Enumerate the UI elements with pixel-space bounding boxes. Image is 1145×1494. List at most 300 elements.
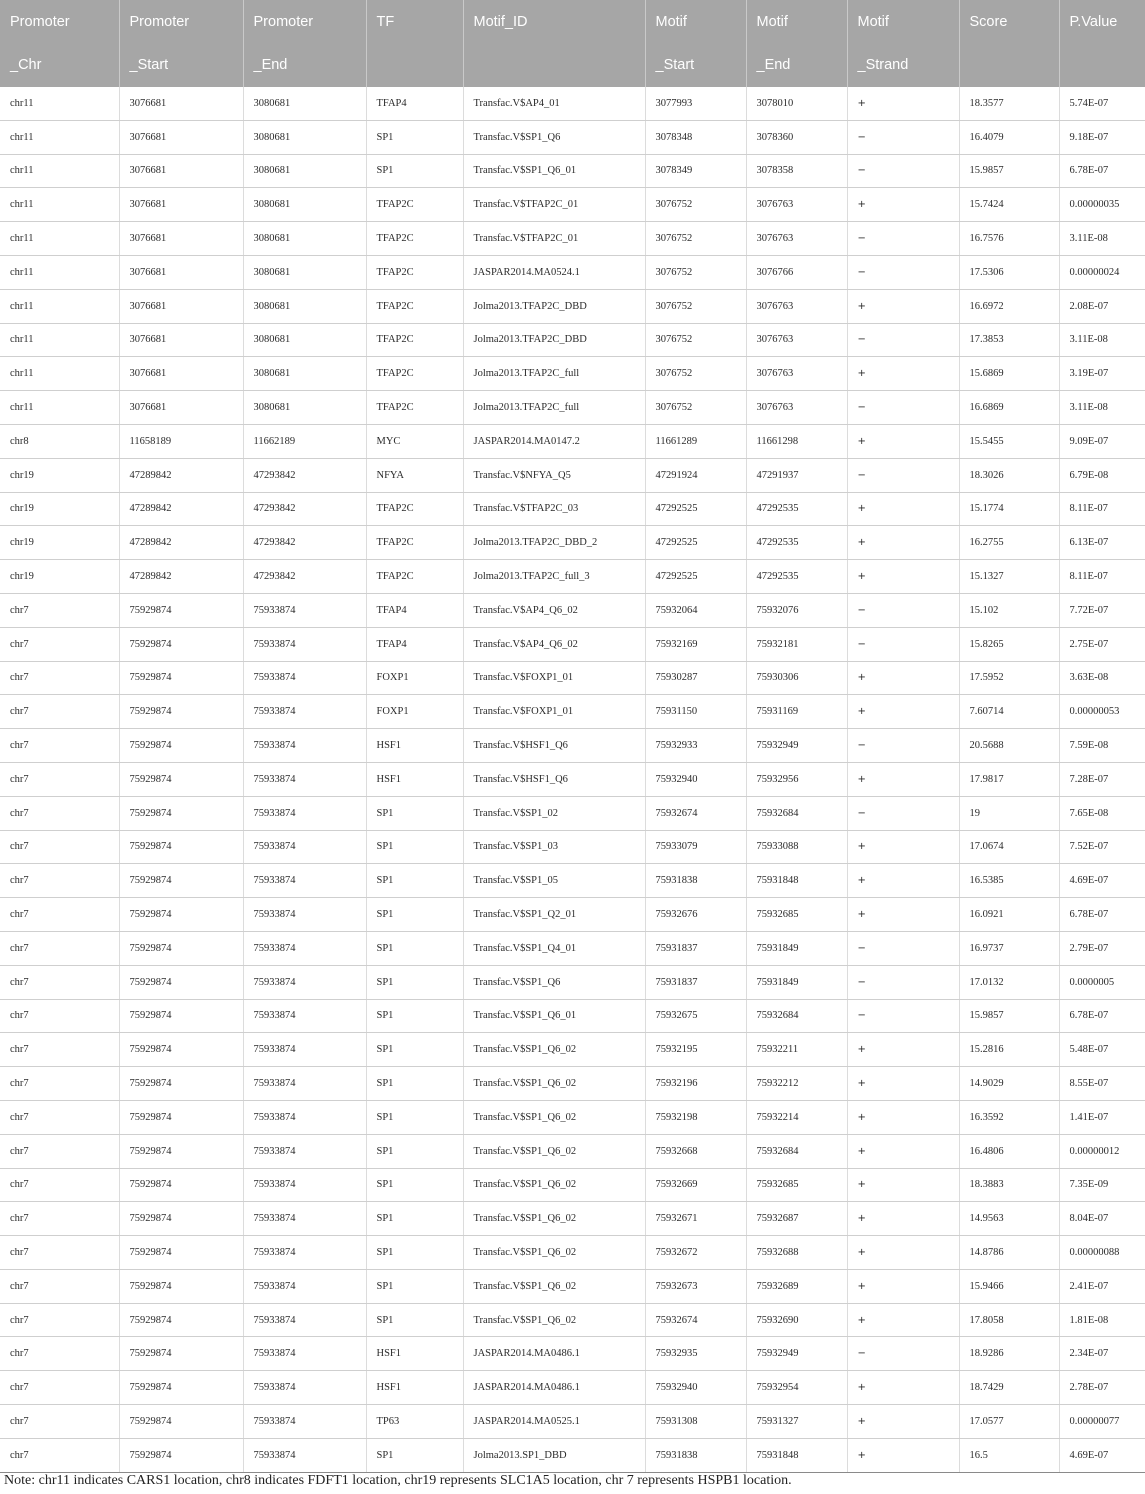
cell-tf: TFAP2C — [366, 357, 463, 391]
cell-promoter-start: 75929874 — [119, 931, 243, 965]
table-row — [0, 1303, 1145, 1337]
header-motif-id-suffix — [463, 43, 645, 87]
cell-motif-end: 75932684 — [746, 796, 847, 830]
cell-promoter-start: 75929874 — [119, 796, 243, 830]
cell-pvalue: 8.11E-07 — [1059, 492, 1145, 526]
cell-motif-start: 75932169 — [645, 627, 746, 661]
cell-motif-strand: + — [847, 1100, 959, 1134]
cell-promoter-start: 75929874 — [119, 1100, 243, 1134]
cell-promoter-start: 75929874 — [119, 661, 243, 695]
cell-motif-id: Jolma2013.TFAP2C_full_3 — [463, 560, 645, 594]
cell-motif-start: 75932198 — [645, 1100, 746, 1134]
cell-promoter-end: 75933874 — [243, 1134, 366, 1168]
table-row — [0, 627, 1145, 661]
cell-motif-strand: + — [847, 188, 959, 222]
cell-motif-id: Transfac.V$AP4_Q6_02 — [463, 627, 645, 661]
cell-tf: SP1 — [366, 1303, 463, 1337]
cell-motif-start: 3076752 — [645, 289, 746, 323]
cell-motif-id: Transfac.V$TFAP2C_01 — [463, 188, 645, 222]
table-row — [0, 323, 1145, 357]
cell-promoter-end: 75933874 — [243, 1168, 366, 1202]
cell-promoter-start: 3076681 — [119, 391, 243, 425]
cell-promoter-end: 75933874 — [243, 830, 366, 864]
cell-score: 16.6972 — [959, 289, 1059, 323]
cell-pvalue: 0.00000053 — [1059, 695, 1145, 729]
cell-motif-strand: − — [847, 391, 959, 425]
cell-tf: TFAP2C — [366, 222, 463, 256]
cell-promoter-end: 75933874 — [243, 1405, 366, 1439]
cell-motif-id: Transfac.V$SP1_Q6_02 — [463, 1067, 645, 1101]
cell-promoter-start: 75929874 — [119, 627, 243, 661]
cell-promoter-start: 75929874 — [119, 864, 243, 898]
cell-pvalue: 3.11E-08 — [1059, 323, 1145, 357]
cell-promoter-chr: chr7 — [0, 762, 119, 796]
cell-tf: TFAP2C — [366, 323, 463, 357]
cell-motif-strand: + — [847, 560, 959, 594]
cell-promoter-start: 75929874 — [119, 1303, 243, 1337]
cell-motif-id: JASPAR2014.MA0147.2 — [463, 424, 645, 458]
cell-motif-end: 47292535 — [746, 526, 847, 560]
cell-motif-end: 75932211 — [746, 1033, 847, 1067]
header-promoter-end: Promoter — [243, 0, 366, 43]
cell-motif-start: 75931837 — [645, 931, 746, 965]
cell-pvalue: 6.78E-07 — [1059, 898, 1145, 932]
cell-promoter-chr: chr7 — [0, 1269, 119, 1303]
cell-promoter-chr: chr7 — [0, 593, 119, 627]
cell-tf: SP1 — [366, 898, 463, 932]
cell-promoter-start: 75929874 — [119, 898, 243, 932]
cell-motif-start: 75932668 — [645, 1134, 746, 1168]
cell-motif-id: Transfac.V$SP1_Q6 — [463, 120, 645, 154]
table-row — [0, 931, 1145, 965]
cell-motif-end: 47291937 — [746, 458, 847, 492]
cell-promoter-start: 47289842 — [119, 526, 243, 560]
cell-motif-start: 75932064 — [645, 593, 746, 627]
cell-pvalue: 0.00000088 — [1059, 1236, 1145, 1270]
cell-pvalue: 3.11E-08 — [1059, 222, 1145, 256]
cell-motif-start: 47291924 — [645, 458, 746, 492]
cell-promoter-end: 75933874 — [243, 1371, 366, 1405]
cell-pvalue: 7.65E-08 — [1059, 796, 1145, 830]
cell-motif-strand: + — [847, 87, 959, 120]
cell-promoter-chr: chr19 — [0, 458, 119, 492]
cell-motif-end: 75932685 — [746, 898, 847, 932]
header-pvalue-suffix — [1059, 43, 1145, 87]
cell-promoter-end: 3080681 — [243, 391, 366, 425]
table-row — [0, 222, 1145, 256]
cell-pvalue: 6.13E-07 — [1059, 526, 1145, 560]
cell-tf: SP1 — [366, 1033, 463, 1067]
cell-motif-strand: + — [847, 1371, 959, 1405]
cell-promoter-end: 75933874 — [243, 1269, 366, 1303]
table-row — [0, 1202, 1145, 1236]
cell-motif-strand: + — [847, 830, 959, 864]
cell-score: 16.4806 — [959, 1134, 1059, 1168]
cell-motif-id: JASPAR2014.MA0525.1 — [463, 1405, 645, 1439]
cell-pvalue: 7.72E-07 — [1059, 593, 1145, 627]
cell-promoter-end: 75933874 — [243, 864, 366, 898]
cell-promoter-chr: chr7 — [0, 1371, 119, 1405]
table-row — [0, 1337, 1145, 1371]
table-row — [0, 1067, 1145, 1101]
cell-pvalue: 2.79E-07 — [1059, 931, 1145, 965]
cell-promoter-end: 75933874 — [243, 661, 366, 695]
cell-pvalue: 0.00000024 — [1059, 255, 1145, 289]
cell-promoter-end: 75933874 — [243, 1303, 366, 1337]
cell-motif-end: 47292535 — [746, 560, 847, 594]
cell-promoter-start: 3076681 — [119, 357, 243, 391]
cell-motif-strand: + — [847, 1168, 959, 1202]
cell-motif-strand: + — [847, 289, 959, 323]
cell-motif-id: Jolma2013.TFAP2C_full — [463, 357, 645, 391]
cell-score: 15.9466 — [959, 1269, 1059, 1303]
cell-motif-strand: + — [847, 695, 959, 729]
cell-promoter-start: 75929874 — [119, 1236, 243, 1270]
cell-pvalue: 3.63E-08 — [1059, 661, 1145, 695]
cell-promoter-chr: chr8 — [0, 424, 119, 458]
cell-promoter-end: 75933874 — [243, 1202, 366, 1236]
cell-promoter-end: 75933874 — [243, 796, 366, 830]
cell-pvalue: 5.48E-07 — [1059, 1033, 1145, 1067]
cell-tf: TFAP2C — [366, 255, 463, 289]
cell-motif-start: 47292525 — [645, 492, 746, 526]
cell-motif-id: JASPAR2014.MA0486.1 — [463, 1337, 645, 1371]
cell-pvalue: 8.04E-07 — [1059, 1202, 1145, 1236]
cell-motif-strand: − — [847, 255, 959, 289]
header-row-top — [0, 0, 1145, 43]
cell-pvalue: 0.00000035 — [1059, 188, 1145, 222]
cell-motif-id: Jolma2013.TFAP2C_DBD_2 — [463, 526, 645, 560]
cell-motif-start: 75932195 — [645, 1033, 746, 1067]
cell-promoter-start: 75929874 — [119, 1033, 243, 1067]
cell-promoter-start: 75929874 — [119, 965, 243, 999]
cell-motif-strand: − — [847, 154, 959, 188]
header-motif-start-suffix: _Start — [645, 43, 746, 87]
cell-pvalue: 1.81E-08 — [1059, 1303, 1145, 1337]
cell-promoter-start: 75929874 — [119, 593, 243, 627]
cell-motif-strand: + — [847, 1236, 959, 1270]
table-row — [0, 1405, 1145, 1439]
cell-motif-end: 3078360 — [746, 120, 847, 154]
cell-motif-start: 75932672 — [645, 1236, 746, 1270]
cell-motif-id: Transfac.V$SP1_Q6 — [463, 965, 645, 999]
cell-promoter-start: 75929874 — [119, 830, 243, 864]
cell-motif-start: 75931308 — [645, 1405, 746, 1439]
table-row — [0, 255, 1145, 289]
cell-promoter-chr: chr7 — [0, 931, 119, 965]
cell-promoter-end: 75933874 — [243, 627, 366, 661]
cell-promoter-start: 75929874 — [119, 1269, 243, 1303]
cell-score: 16.6869 — [959, 391, 1059, 425]
cell-promoter-end: 3080681 — [243, 357, 366, 391]
cell-promoter-start: 3076681 — [119, 154, 243, 188]
cell-motif-id: Transfac.V$SP1_05 — [463, 864, 645, 898]
cell-score: 18.3883 — [959, 1168, 1059, 1202]
cell-motif-end: 75932684 — [746, 999, 847, 1033]
cell-motif-end: 75932212 — [746, 1067, 847, 1101]
cell-motif-start: 75932935 — [645, 1337, 746, 1371]
cell-promoter-end: 3080681 — [243, 87, 366, 120]
cell-promoter-start: 3076681 — [119, 289, 243, 323]
cell-pvalue: 3.11E-08 — [1059, 391, 1145, 425]
header-motif-start: Motif — [645, 0, 746, 43]
cell-tf: TFAP4 — [366, 87, 463, 120]
cell-promoter-end: 75933874 — [243, 762, 366, 796]
cell-motif-start: 75932671 — [645, 1202, 746, 1236]
table-row — [0, 864, 1145, 898]
cell-promoter-end: 75933874 — [243, 1438, 366, 1472]
cell-score: 17.0577 — [959, 1405, 1059, 1439]
cell-motif-id: Transfac.V$TFAP2C_01 — [463, 222, 645, 256]
cell-score: 18.3577 — [959, 87, 1059, 120]
cell-tf: SP1 — [366, 999, 463, 1033]
cell-tf: SP1 — [366, 1168, 463, 1202]
cell-motif-strand: + — [847, 526, 959, 560]
table-row — [0, 830, 1145, 864]
cell-promoter-end: 75933874 — [243, 999, 366, 1033]
cell-score: 20.5688 — [959, 729, 1059, 763]
table-row — [0, 560, 1145, 594]
cell-score: 16.3592 — [959, 1100, 1059, 1134]
cell-motif-end: 3076763 — [746, 289, 847, 323]
cell-score: 7.60714 — [959, 695, 1059, 729]
cell-motif-start: 75930287 — [645, 661, 746, 695]
cell-promoter-end: 47293842 — [243, 458, 366, 492]
cell-promoter-end: 75933874 — [243, 1337, 366, 1371]
cell-motif-start: 75931837 — [645, 965, 746, 999]
cell-motif-end: 75932954 — [746, 1371, 847, 1405]
cell-promoter-end: 47293842 — [243, 492, 366, 526]
cell-score: 15.2816 — [959, 1033, 1059, 1067]
cell-motif-start: 3076752 — [645, 323, 746, 357]
cell-pvalue: 8.11E-07 — [1059, 560, 1145, 594]
cell-motif-strand: + — [847, 864, 959, 898]
header-motif-id: Motif_ID — [463, 0, 645, 43]
cell-promoter-chr: chr7 — [0, 864, 119, 898]
cell-tf: SP1 — [366, 1134, 463, 1168]
cell-motif-strand: + — [847, 424, 959, 458]
cell-tf: SP1 — [366, 931, 463, 965]
cell-pvalue: 7.28E-07 — [1059, 762, 1145, 796]
table-row — [0, 1438, 1145, 1472]
cell-promoter-start: 75929874 — [119, 1134, 243, 1168]
cell-motif-end: 75931327 — [746, 1405, 847, 1439]
cell-motif-end: 75932214 — [746, 1100, 847, 1134]
cell-promoter-chr: chr7 — [0, 965, 119, 999]
cell-motif-end: 75931849 — [746, 931, 847, 965]
cell-motif-id: Transfac.V$SP1_Q2_01 — [463, 898, 645, 932]
table-row — [0, 796, 1145, 830]
cell-pvalue: 2.75E-07 — [1059, 627, 1145, 661]
table-row — [0, 762, 1145, 796]
cell-motif-id: Transfac.V$SP1_02 — [463, 796, 645, 830]
cell-motif-end: 75931848 — [746, 864, 847, 898]
cell-promoter-end: 3080681 — [243, 255, 366, 289]
cell-motif-end: 3076766 — [746, 255, 847, 289]
cell-motif-strand: − — [847, 1337, 959, 1371]
cell-motif-end: 3076763 — [746, 357, 847, 391]
cell-motif-start: 75932675 — [645, 999, 746, 1033]
cell-pvalue: 4.69E-07 — [1059, 1438, 1145, 1472]
cell-motif-strand: + — [847, 762, 959, 796]
table-row — [0, 695, 1145, 729]
cell-promoter-chr: chr7 — [0, 796, 119, 830]
cell-motif-id: Transfac.V$SP1_Q6_02 — [463, 1202, 645, 1236]
cell-score: 16.0921 — [959, 898, 1059, 932]
cell-motif-strand: + — [847, 1438, 959, 1472]
cell-motif-end: 11661298 — [746, 424, 847, 458]
header-motif-strand-suffix: _Strand — [847, 43, 959, 87]
cell-promoter-chr: chr19 — [0, 526, 119, 560]
cell-motif-strand: − — [847, 627, 959, 661]
cell-promoter-chr: chr7 — [0, 1168, 119, 1202]
cell-promoter-chr: chr7 — [0, 695, 119, 729]
cell-motif-end: 3076763 — [746, 222, 847, 256]
cell-motif-id: Transfac.V$SP1_Q6_01 — [463, 154, 645, 188]
cell-pvalue: 6.78E-07 — [1059, 999, 1145, 1033]
table-row — [0, 492, 1145, 526]
cell-score: 17.9817 — [959, 762, 1059, 796]
cell-score: 18.9286 — [959, 1337, 1059, 1371]
cell-motif-start: 75932673 — [645, 1269, 746, 1303]
cell-promoter-end: 75933874 — [243, 695, 366, 729]
cell-motif-end: 75932949 — [746, 1337, 847, 1371]
cell-motif-end: 3076763 — [746, 323, 847, 357]
cell-score: 16.7576 — [959, 222, 1059, 256]
cell-promoter-chr: chr11 — [0, 255, 119, 289]
cell-motif-id: JASPAR2014.MA0524.1 — [463, 255, 645, 289]
cell-tf: FOXP1 — [366, 661, 463, 695]
cell-promoter-chr: chr11 — [0, 357, 119, 391]
cell-promoter-start: 75929874 — [119, 1067, 243, 1101]
cell-score: 16.9737 — [959, 931, 1059, 965]
header-motif-end-suffix: _End — [746, 43, 847, 87]
cell-motif-id: Transfac.V$SP1_Q6_01 — [463, 999, 645, 1033]
cell-promoter-end: 75933874 — [243, 1033, 366, 1067]
header-motif-end: Motif — [746, 0, 847, 43]
table-row — [0, 593, 1145, 627]
cell-motif-strand: − — [847, 323, 959, 357]
cell-tf: SP1 — [366, 1269, 463, 1303]
cell-motif-id: Transfac.V$SP1_Q6_02 — [463, 1033, 645, 1067]
cell-promoter-start: 3076681 — [119, 222, 243, 256]
cell-tf: TFAP2C — [366, 188, 463, 222]
cell-promoter-end: 11662189 — [243, 424, 366, 458]
cell-motif-start: 75933079 — [645, 830, 746, 864]
cell-promoter-end: 47293842 — [243, 526, 366, 560]
cell-promoter-chr: chr11 — [0, 188, 119, 222]
cell-motif-id: Transfac.V$AP4_01 — [463, 87, 645, 120]
cell-promoter-start: 3076681 — [119, 87, 243, 120]
cell-promoter-chr: chr11 — [0, 120, 119, 154]
cell-pvalue: 3.19E-07 — [1059, 357, 1145, 391]
cell-motif-strand: − — [847, 931, 959, 965]
cell-promoter-end: 75933874 — [243, 1236, 366, 1270]
cell-promoter-chr: chr7 — [0, 1134, 119, 1168]
cell-motif-id: Transfac.V$FOXP1_01 — [463, 661, 645, 695]
cell-motif-start: 75932940 — [645, 762, 746, 796]
cell-motif-start: 75932940 — [645, 1371, 746, 1405]
cell-promoter-end: 75933874 — [243, 729, 366, 763]
cell-motif-start: 47292525 — [645, 560, 746, 594]
cell-promoter-chr: chr7 — [0, 1202, 119, 1236]
header-promoter-start: Promoter — [119, 0, 243, 43]
cell-pvalue: 2.34E-07 — [1059, 1337, 1145, 1371]
cell-promoter-start: 75929874 — [119, 1337, 243, 1371]
cell-motif-id: Transfac.V$HSF1_Q6 — [463, 729, 645, 763]
cell-promoter-chr: chr7 — [0, 1236, 119, 1270]
cell-score: 17.5952 — [959, 661, 1059, 695]
cell-score: 17.5306 — [959, 255, 1059, 289]
cell-score: 15.9857 — [959, 154, 1059, 188]
cell-motif-end: 3076763 — [746, 188, 847, 222]
cell-score: 15.1327 — [959, 560, 1059, 594]
cell-promoter-chr: chr11 — [0, 154, 119, 188]
cell-motif-strand: + — [847, 661, 959, 695]
cell-motif-id: Jolma2013.TFAP2C_DBD — [463, 323, 645, 357]
cell-promoter-start: 11658189 — [119, 424, 243, 458]
cell-promoter-end: 75933874 — [243, 931, 366, 965]
cell-promoter-start: 75929874 — [119, 1371, 243, 1405]
cell-motif-strand: + — [847, 1033, 959, 1067]
cell-promoter-start: 75929874 — [119, 729, 243, 763]
cell-tf: TFAP4 — [366, 593, 463, 627]
cell-motif-start: 75931150 — [645, 695, 746, 729]
cell-motif-strand: − — [847, 729, 959, 763]
cell-motif-id: Jolma2013.SP1_DBD — [463, 1438, 645, 1472]
cell-motif-start: 75931838 — [645, 864, 746, 898]
cell-tf: SP1 — [366, 1100, 463, 1134]
cell-pvalue: 0.0000005 — [1059, 965, 1145, 999]
table-row — [0, 1236, 1145, 1270]
cell-motif-start: 3078348 — [645, 120, 746, 154]
cell-motif-strand: − — [847, 593, 959, 627]
cell-promoter-end: 3080681 — [243, 120, 366, 154]
cell-score: 15.7424 — [959, 188, 1059, 222]
cell-tf: SP1 — [366, 1067, 463, 1101]
cell-motif-id: Transfac.V$SP1_Q6_02 — [463, 1236, 645, 1270]
cell-tf: SP1 — [366, 1438, 463, 1472]
cell-promoter-start: 3076681 — [119, 255, 243, 289]
cell-promoter-start: 75929874 — [119, 1438, 243, 1472]
cell-score: 15.5455 — [959, 424, 1059, 458]
cell-motif-strand: − — [847, 120, 959, 154]
cell-promoter-chr: chr7 — [0, 830, 119, 864]
cell-motif-id: Transfac.V$HSF1_Q6 — [463, 762, 645, 796]
cell-motif-end: 75933088 — [746, 830, 847, 864]
cell-motif-start: 75932674 — [645, 796, 746, 830]
cell-motif-strand: + — [847, 357, 959, 391]
table-row — [0, 357, 1145, 391]
cell-promoter-start: 47289842 — [119, 492, 243, 526]
table-header — [0, 0, 1145, 87]
cell-pvalue: 5.74E-07 — [1059, 87, 1145, 120]
cell-motif-strand: − — [847, 965, 959, 999]
cell-motif-start: 75931838 — [645, 1438, 746, 1472]
table-row — [0, 188, 1145, 222]
cell-motif-start: 75932196 — [645, 1067, 746, 1101]
cell-tf: TFAP2C — [366, 526, 463, 560]
cell-motif-id: Transfac.V$SP1_03 — [463, 830, 645, 864]
cell-motif-strand: + — [847, 1303, 959, 1337]
cell-motif-id: Transfac.V$FOXP1_01 — [463, 695, 645, 729]
cell-promoter-end: 3080681 — [243, 154, 366, 188]
cell-motif-id: Transfac.V$NFYA_Q5 — [463, 458, 645, 492]
table-row — [0, 120, 1145, 154]
table-row — [0, 661, 1145, 695]
cell-motif-strand: − — [847, 796, 959, 830]
cell-score: 17.3853 — [959, 323, 1059, 357]
